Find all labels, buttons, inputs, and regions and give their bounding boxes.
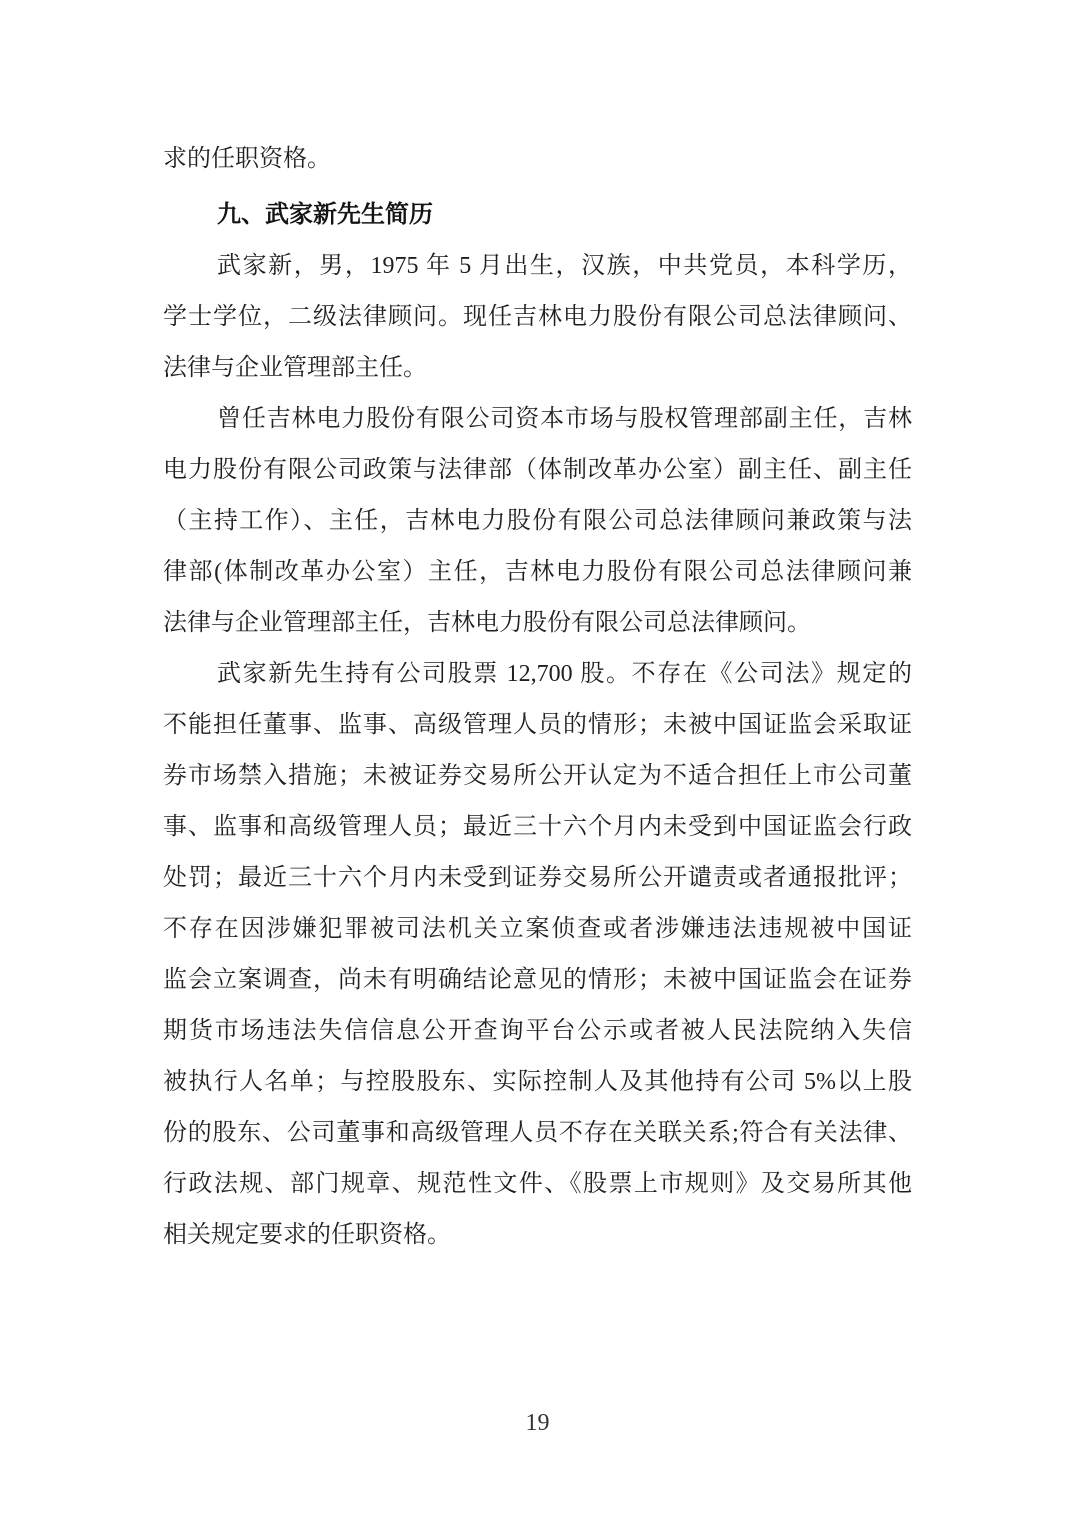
text-line: （主持工作）、主任，吉林电力股份有限公司总法律顾问兼政策与法 — [163, 508, 912, 534]
text-line: 份的股东、公司董事和高级管理人员不存在关联关系;符合有关法律、 — [163, 1120, 912, 1146]
page-number: 19 — [525, 1410, 550, 1436]
text-line: 券市场禁入措施；未被证券交易所公开认定为不适合担任上市公司董 — [163, 763, 912, 789]
continuation-line: 求的任职资格。 — [163, 146, 331, 172]
text-line: 不存在因涉嫌犯罪被司法机关立案侦查或者涉嫌违法违规被中国证 — [163, 916, 912, 942]
paragraph-first-line: 曾任吉林电力股份有限公司资本市场与股权管理部副主任，吉林 — [217, 406, 912, 432]
paragraph-last-line: 法律与企业管理部主任，吉林电力股份有限公司总法律顾问。 — [163, 610, 811, 636]
section-heading: 九、武家新先生简历 — [217, 202, 433, 228]
text-line: 被执行人名单；与控股股东、实际控制人及其他持有公司 5%以上股 — [163, 1069, 912, 1095]
paragraph-first-line: 武家新，男，1975 年 5 月出生，汉族，中共党员，本科学历， — [217, 253, 912, 279]
text-line: 律部(体制改革办公室）主任，吉林电力股份有限公司总法律顾问兼 — [163, 559, 912, 585]
text-line: 电力股份有限公司政策与法律部（体制改革办公室）副主任、副主任 — [163, 457, 912, 483]
text-line: 行政法规、部门规章、规范性文件、《股票上市规则》及交易所其他 — [163, 1171, 912, 1197]
document-body — [163, 134, 912, 1261]
text-line: 事、监事和高级管理人员；最近三十六个月内未受到中国证监会行政 — [163, 814, 912, 840]
text-line: 处罚；最近三十六个月内未受到证券交易所公开谴责或者通报批评； — [163, 865, 912, 891]
text-line: 监会立案调查，尚未有明确结论意见的情形；未被中国证监会在证券 — [163, 967, 912, 993]
text-line: 期货市场违法失信信息公开查询平台公示或者被人民法院纳入失信 — [163, 1018, 912, 1044]
paragraph-last-line: 相关规定要求的任职资格。 — [163, 1222, 451, 1248]
paragraph-first-line: 武家新先生持有公司股票 12,700 股。不存在《公司法》规定的 — [217, 661, 912, 687]
text-line: 不能担任董事、监事、高级管理人员的情形；未被中国证监会采取证 — [163, 712, 912, 738]
text-line: 学士学位，二级法律顾问。现任吉林电力股份有限公司总法律顾问、 — [163, 304, 912, 330]
paragraph-last-line: 法律与企业管理部主任。 — [163, 355, 427, 381]
